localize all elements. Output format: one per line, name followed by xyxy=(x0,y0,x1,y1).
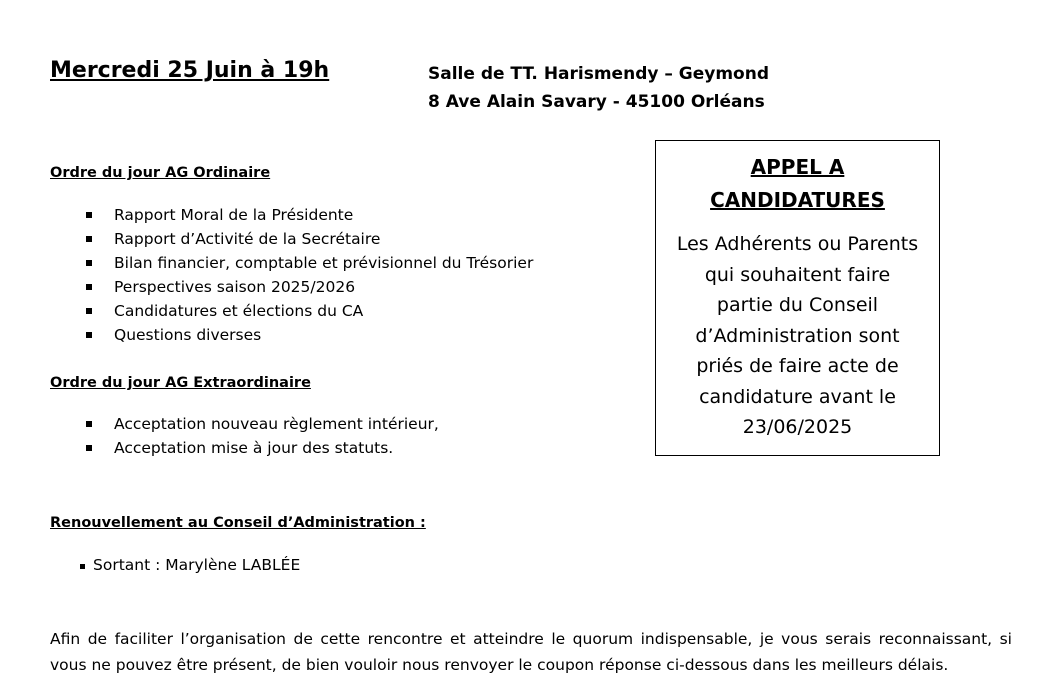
call-for-candidates-text: Les Adhérents ou Parents qui souhaitent faire partie du Conseil d’Administration sont priés de faire acte de candidature avant le 23/06/2025 xyxy=(676,233,919,438)
bullet-icon xyxy=(86,260,92,266)
call-for-candidates-title: APPEL A CANDIDATURES xyxy=(710,155,885,212)
bullet-icon xyxy=(86,445,92,451)
venue-address: 8 Ave Alain Savary - 45100 Orléans xyxy=(428,92,765,112)
list-item: Bilan financier, comptable et prévisionnel du Trésorier xyxy=(86,251,533,275)
bullet-icon xyxy=(86,332,92,338)
bullet-icon xyxy=(86,212,92,218)
board-renewal-heading: Renouvellement au Conseil d’Administration : xyxy=(50,515,426,531)
bullet-icon xyxy=(86,308,92,314)
bullet-icon xyxy=(86,421,92,427)
list-item: Rapport Moral de la Présidente xyxy=(86,203,533,227)
bullet-icon xyxy=(86,284,92,290)
ordinary-agenda-heading: Ordre du jour AG Ordinaire xyxy=(50,165,271,181)
list-item: Acceptation mise à jour des statuts. xyxy=(86,436,439,460)
outgoing-member-name: Sortant : Marylène LABLÉE xyxy=(93,556,301,574)
outgoing-member xyxy=(80,556,300,574)
closing-paragraph: Afin de faciliter l’organisation de cette rencontre et atteindre le quorum indispensable, je vous serais reconnaissant, si vous ne pouvez être présent, de bien vouloir nous renvoyer le coupon réponse ci-dessous dans les meilleurs délais. xyxy=(50,630,1012,674)
extraordinary-agenda-heading: Ordre du jour AG Extraordinaire xyxy=(50,375,311,391)
list-item: Candidatures et élections du CA xyxy=(86,299,533,323)
list-item: Perspectives saison 2025/2026 xyxy=(86,275,533,299)
bullet-icon xyxy=(86,236,92,242)
meeting-date: Mercredi 25 Juin à 19h xyxy=(50,58,330,83)
extraordinary-agenda-list xyxy=(86,412,439,460)
call-for-candidates-box xyxy=(655,140,940,456)
list-item: Acceptation nouveau règlement intérieur, xyxy=(86,412,439,436)
ordinary-agenda-list xyxy=(86,203,533,347)
list-item: Questions diverses xyxy=(86,323,533,347)
venue-name: Salle de TT. Harismendy – Geymond xyxy=(428,64,770,84)
list-item: Rapport d’Activité de la Secrétaire xyxy=(86,227,533,251)
bullet-icon xyxy=(80,564,85,569)
